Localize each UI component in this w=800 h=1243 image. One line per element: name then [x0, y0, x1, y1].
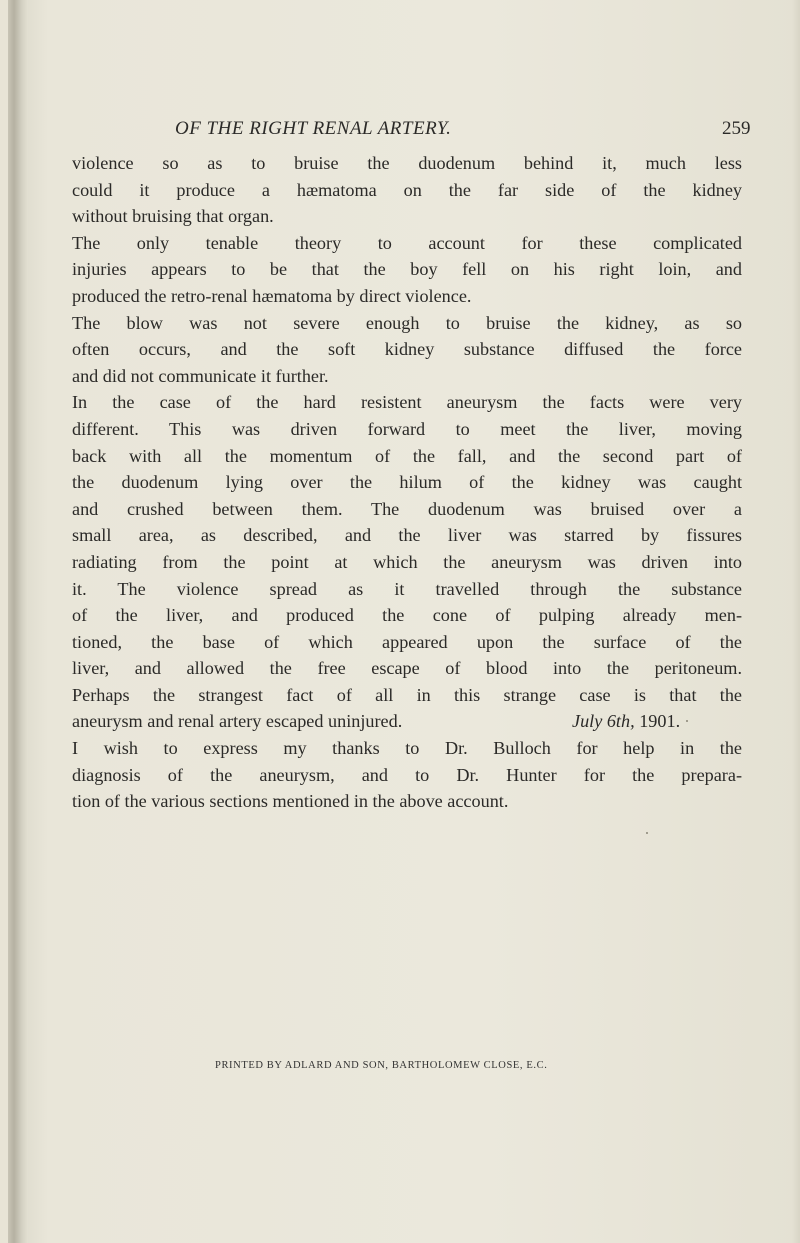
running-head-title: OF THE RIGHT RENAL ARTERY. [175, 118, 452, 139]
date-signature [572, 711, 680, 732]
text-line: produced the retro-renal hæmatoma by direct violence. [72, 285, 472, 306]
paper-speck [686, 720, 688, 722]
running-head [0, 118, 800, 148]
page-edge [792, 0, 800, 1243]
text-line: and did not communicate it further. [72, 365, 329, 386]
text-line: small area, as described, and the liver was starred by fissures [72, 525, 742, 546]
text-line: of the liver, and produced the cone of pulping already men- [72, 605, 742, 626]
text-line: I wish to express my thanks to Dr. Bulloch for help in the [72, 738, 742, 759]
printer-imprint: PRINTED BY ADLARD AND SON, BARTHOLOMEW CLOSE, E.C. [215, 1060, 548, 1071]
text-line: often occurs, and the soft kidney substance diffused the force [72, 339, 742, 360]
text-line: tion of the various sections mentioned in the above account. [72, 791, 509, 812]
text-line: violence so as to bruise the duodenum behind it, much less [72, 153, 742, 173]
date-year: 1901. [639, 711, 681, 731]
text-line: diagnosis of the aneurysm, and to Dr. Hunter for the prepara- [72, 764, 742, 785]
text-line: different. This was driven forward to meet the liver, moving [72, 418, 742, 439]
text-line: back with all the momentum of the fall, and the second part of [72, 445, 742, 466]
page-binding [8, 0, 28, 1243]
page-number: 259 [722, 118, 751, 139]
text-line: the duodenum lying over the hilum of the kidney was caught [72, 472, 742, 493]
date-day: July 6th, [572, 711, 635, 731]
paper-speck [646, 832, 648, 834]
text-line: The blow was not severe enough to bruise the kidney, as so [72, 312, 742, 333]
text-line: In the case of the hard resistent aneurysm the facts were very [72, 392, 742, 413]
text-line: injuries appears to be that the boy fell on his right loin, and [72, 259, 742, 280]
text-line: tioned, the base of which appeared upon the surface of the [72, 631, 742, 652]
text-line: could it produce a hæmatoma on the far side of the kidney [72, 179, 742, 200]
text-line: liver, and allowed the free escape of blood into the peritoneum. [72, 658, 742, 679]
text-line: and crushed between them. The duodenum was bruised over a [72, 498, 742, 519]
text-line: The only tenable theory to account for these complicated [72, 232, 742, 253]
text-line: it. The violence spread as it travelled through the substance [72, 578, 742, 599]
text-line: aneurysm and renal artery escaped uninjured. [72, 711, 403, 732]
text-line: without bruising that organ. [72, 206, 274, 227]
text-line: Perhaps the strangest fact of all in this strange case is that the [72, 684, 742, 705]
text-line: radiating from the point at which the aneurysm was driven into [72, 551, 742, 572]
